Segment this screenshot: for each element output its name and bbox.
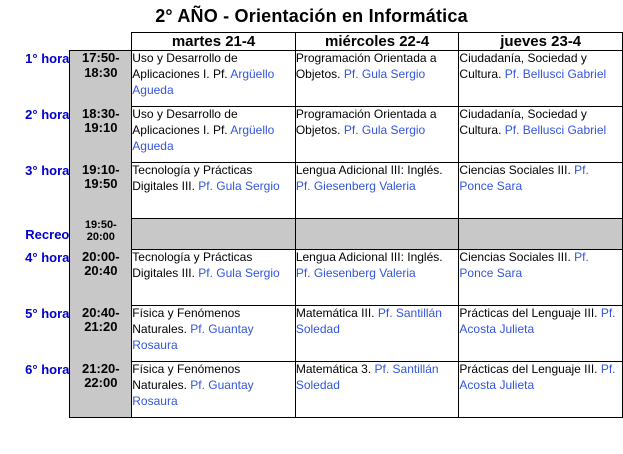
time-range	[70, 306, 132, 362]
time-end: 20:00	[86, 231, 115, 244]
time-start: 19:10-	[82, 161, 120, 177]
page-title: 2° AÑO - Orientación en Informática	[155, 6, 468, 26]
teacher: Pf. Gula Sergio	[343, 122, 426, 137]
teacher: Pf. Guantay Rosaura	[132, 377, 254, 408]
hour-label: 1° hora	[0, 51, 70, 107]
class-cell-miercoles	[295, 250, 459, 306]
time-start: 20:40-	[82, 304, 120, 320]
time-end: 21:20	[84, 319, 118, 335]
teacher: Pf. Gula Sergio	[198, 265, 280, 280]
class-cell-martes	[132, 107, 296, 163]
hour-header	[0, 33, 70, 51]
time-range	[70, 219, 132, 250]
break-cell-jueves	[459, 219, 623, 250]
time-end: 19:10	[84, 120, 118, 136]
break-label: Recreo	[0, 219, 70, 250]
break-cell-martes	[132, 219, 296, 250]
subject: Ciencias Sociales III.	[459, 163, 575, 177]
teacher: Pf. Bellusci Gabriel	[504, 122, 607, 137]
table-header-row	[0, 33, 623, 51]
subject: Tecnología y Prácticas Digitales III.	[132, 163, 253, 193]
time-start: 18:30-	[82, 105, 120, 121]
subject: Uso y Desarrollo de Aplicaciones I. Pf.	[132, 107, 238, 137]
table-row	[0, 362, 623, 418]
subject: Ciudadanía, Sociedad y Cultura.	[459, 51, 587, 81]
subject: Lengua Adicional III: Inglés.	[295, 163, 443, 177]
subject: Física y Fenómenos Naturales.	[132, 362, 241, 392]
table-row	[0, 250, 623, 306]
hour-label: 3° hora	[0, 163, 70, 219]
class-cell-jueves	[459, 163, 623, 219]
class-cell-martes	[132, 51, 296, 107]
break-cell-miercoles	[295, 219, 459, 250]
class-cell-martes	[132, 306, 296, 362]
day-header-martes: martes 21-4	[132, 33, 296, 51]
class-cell-jueves	[459, 306, 623, 362]
subject: Matemática III.	[295, 306, 378, 320]
teacher: Pf. Santillán Soledad	[295, 362, 439, 392]
subject: Programación Orientada a Objetos.	[295, 107, 437, 137]
time-end: 22:00	[84, 375, 118, 391]
time-start: 21:20-	[82, 360, 120, 376]
class-cell-jueves	[459, 107, 623, 163]
class-cell-jueves	[459, 362, 623, 418]
class-cell-miercoles	[295, 362, 459, 418]
teacher: Argüello Agueda	[132, 66, 275, 97]
subject: Ciencias Sociales III.	[459, 250, 575, 264]
subject: Programación Orientada a Objetos.	[295, 51, 437, 81]
time-end: 19:50	[84, 176, 118, 192]
table-row	[0, 163, 623, 219]
subject: Física y Fenómenos Naturales.	[132, 306, 241, 336]
day-header-miercoles: miércoles 22-4	[295, 33, 459, 51]
time-range	[70, 362, 132, 418]
teacher: Argüello Agueda	[132, 122, 275, 153]
teacher: Pf. Acosta Julieta	[459, 362, 616, 392]
class-cell-miercoles	[295, 163, 459, 219]
teacher: Pf. Ponce Sara	[459, 250, 589, 280]
table-row	[0, 107, 623, 163]
teacher: Pf. Gula Sergio	[198, 178, 280, 193]
class-cell-miercoles	[295, 306, 459, 362]
subject: Lengua Adicional III: Inglés.	[295, 250, 443, 264]
teacher: Pf. Acosta Julieta	[459, 306, 616, 336]
time-range	[70, 163, 132, 219]
hour-label: 6° hora	[0, 362, 70, 418]
hour-label: 4° hora	[0, 250, 70, 306]
class-cell-martes	[132, 250, 296, 306]
teacher: Pf. Bellusci Gabriel	[504, 66, 607, 81]
time-end: 20:40	[84, 263, 118, 279]
time-range	[70, 51, 132, 107]
class-cell-martes	[132, 362, 296, 418]
class-cell-martes	[132, 163, 296, 219]
class-cell-jueves	[459, 51, 623, 107]
time-range	[70, 250, 132, 306]
subject: Tecnología y Prácticas Digitales III.	[132, 250, 253, 280]
hour-label: 5° hora	[0, 306, 70, 362]
teacher: Pf. Ponce Sara	[459, 163, 589, 193]
schedule-table	[0, 32, 623, 418]
day-header-jueves: jueves 23-4	[459, 33, 623, 51]
table-row	[0, 51, 623, 107]
teacher: Pf. Santillán Soledad	[295, 306, 442, 336]
teacher: Pf. Gula Sergio	[343, 66, 426, 81]
subject: Matemática 3.	[295, 362, 375, 376]
teacher: Pf. Giesenberg Valeria	[295, 265, 416, 280]
class-cell-jueves	[459, 250, 623, 306]
class-cell-miercoles	[295, 51, 459, 107]
teacher: Pf. Giesenberg Valeria	[295, 178, 416, 193]
subject: Uso y Desarrollo de Aplicaciones I. Pf.	[132, 51, 238, 81]
subject: Prácticas del Lenguaje III.	[459, 306, 601, 320]
time-header	[70, 33, 132, 51]
subject: Prácticas del Lenguaje III.	[459, 362, 601, 376]
class-cell-miercoles	[295, 107, 459, 163]
break-row	[0, 219, 623, 250]
teacher: Pf. Guantay Rosaura	[132, 321, 254, 352]
time-start: 19:50-	[84, 218, 117, 231]
time-start: 20:00-	[82, 248, 120, 264]
time-end: 18:30	[84, 64, 118, 80]
table-row	[0, 306, 623, 362]
time-range	[70, 107, 132, 163]
subject: Ciudadanía, Sociedad y Cultura.	[459, 107, 587, 137]
time-start: 17:50-	[82, 50, 120, 65]
hour-label: 2° hora	[0, 107, 70, 163]
